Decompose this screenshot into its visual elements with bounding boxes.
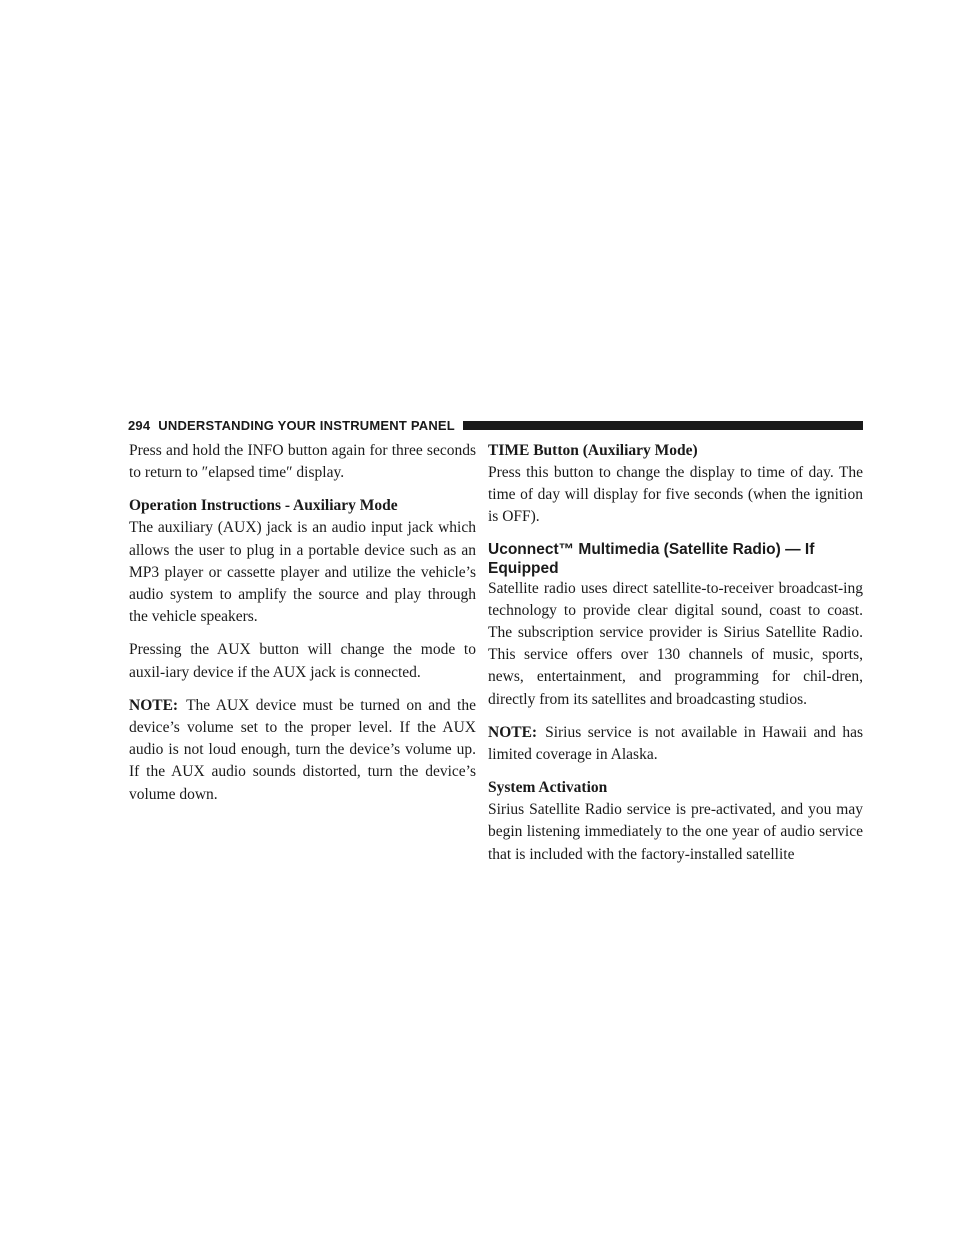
section-title: UNDERSTANDING YOUR INSTRUMENT PANEL <box>158 417 455 433</box>
left-column <box>129 440 476 817</box>
note-sirius-service <box>488 722 863 766</box>
paragraph-time-button: Press this button to change the display to time of day. The time of day will display for five seconds (when the ignition is OFF). <box>488 464 863 526</box>
heading-operation-instructions: Operation Instructions - Auxiliary Mode <box>129 497 398 515</box>
note-label: NOTE: <box>129 696 179 714</box>
note-text: The AUX device must be turned on and the device’s volume set to the proper level. If the AUX audio is not loud enough, turn the device’s volume up. If the AUX audio sounds distorted, turn the device’s volume down. <box>129 696 476 803</box>
right-column <box>488 440 863 877</box>
paragraph-info-button: Press and hold the INFO button again for three seconds to return to ″elapsed time″ display. <box>129 442 476 482</box>
heading-time-button: TIME Button (Auxiliary Mode) <box>488 442 698 459</box>
paragraph-system-activation: Sirius Satellite Radio service is pre-activated, and you may begin listening immediately to the one year of audio service that is included with the factory-installed satellite <box>488 801 863 863</box>
heading-system-activation: System Activation <box>488 779 608 797</box>
page-number: 294 <box>128 417 151 433</box>
header-rule <box>463 421 863 430</box>
page-header <box>128 416 863 434</box>
paragraph-satellite-radio: Satellite radio uses direct satellite-to-receiver broadcast-ing technology to provide clear digital sound, coast to coast. The subscription service provider is Sirius Satellite Radio. This service offers over 130 channels of music, sports, news, entertainment, and programming for chil-dren, directly from its satellites and broadcasting studios. <box>488 579 863 708</box>
note-text: Sirius service is not available in Hawaii and has limited coverage in Alaska. <box>488 723 863 764</box>
paragraph-aux-button: Pressing the AUX button will change the mode to auxil-iary device if the AUX jack is connected. <box>129 641 476 681</box>
heading-uconnect-multimedia: Uconnect™ Multimedia (Satellite Radio) — If Equipped <box>488 540 815 577</box>
note-label: NOTE: <box>488 723 538 741</box>
paragraph-aux-jack: The auxiliary (AUX) jack is an audio input jack which allows the user to plug in a portable device such as an MP3 player or cassette player and utilize the vehicle’s audio system to amplify the source and play through the vehicle speakers. <box>129 519 476 626</box>
note-aux-device <box>129 695 476 806</box>
